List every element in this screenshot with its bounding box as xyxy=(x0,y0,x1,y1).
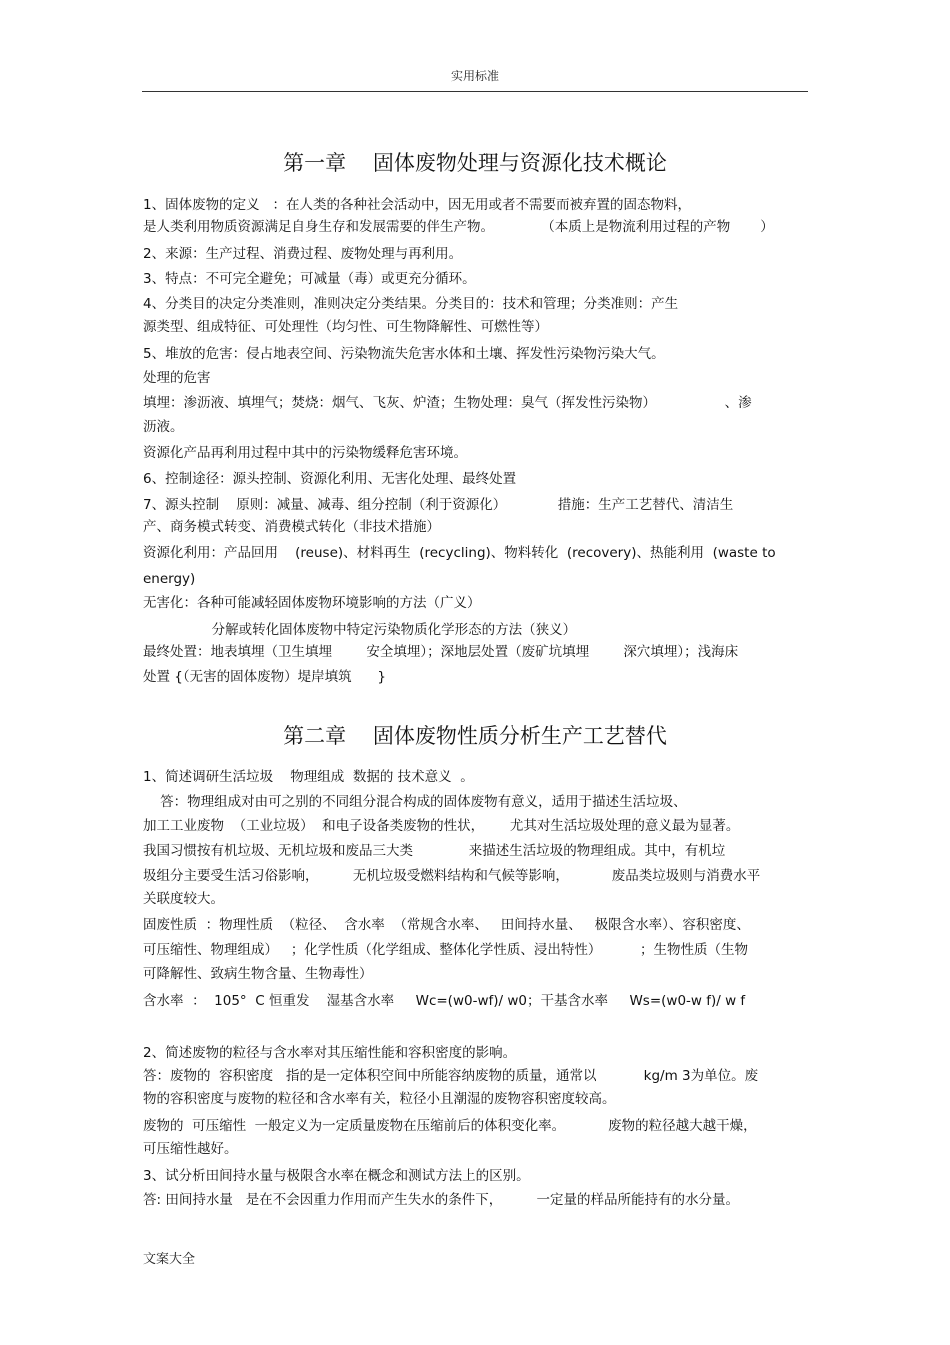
chapter-1-title: 第一章 固体废物处理与资源化技术概论 xyxy=(283,151,667,175)
paragraph-line: 资源化产品再利用过程中其中的污染物缓释危害环境。 xyxy=(143,445,467,461)
paragraph-line: 填埋：渗沥液、填埋气；焚烧：烟气、飞灰、炉渣；生物处理：臭气（挥发性污染物） 、渗 xyxy=(143,395,752,411)
paragraph-line: 我国习惯按有机垃圾、无机垃圾和废品三大类 来描述生活垃圾的物理组成。其中，有机垃 xyxy=(143,843,726,859)
paragraph-line: 1、简述调研生活垃圾 物理组成 数据的 技术意义 。 xyxy=(143,769,474,785)
chapter-2-title: 第二章 固体废物性质分析生产工艺替代 xyxy=(283,724,667,748)
paragraph-line: 处理的危害 xyxy=(143,370,211,386)
paragraph-line: 关联度较大。 xyxy=(143,891,224,907)
paragraph-line: 答：废物的 容积密度 指的是一定体积空间中所能容纳废物的质量，通常以 kg/m 3为单位。废 xyxy=(143,1068,759,1084)
page-header: 实用标准 xyxy=(450,69,499,83)
paragraph-line: 分解或转化固体废物中特定污染物质化学形态的方法（狭义） xyxy=(143,622,577,638)
paragraph-line: 可压缩性、物理组成） ；化学性质（化学组成、整体化学性质、浸出特性） ；生物性质（生物 xyxy=(143,942,748,958)
paragraph-line: 6、控制途径：源头控制、资源化利用、无害化处理、最终处置 xyxy=(143,471,517,487)
paragraph-line: 加工工业废物 （工业垃圾） 和电子设备类废物的性状， 尤其对生活垃圾处理的意义最为显著。 xyxy=(143,818,740,834)
paragraph-line: 处置 {（无害的固体废物）堤岸填筑 } xyxy=(143,669,386,685)
paragraph-line: 2、简述废物的粒径与含水率对其压缩性能和容积密度的影响。 xyxy=(143,1045,517,1061)
paragraph-line: 3、特点：不可完全避免；可减量（毒）或更充分循环。 xyxy=(143,271,476,287)
paragraph-line: 圾组分主要受生活习俗影响， 无机垃圾受燃料结构和气候等影响， 废品类垃圾则与消费水平 xyxy=(143,868,761,884)
paragraph-line: 资源化利用：产品回用 (reuse)、材料再生 (recycling)、物料转化 (recovery)、热能利用 (waste to xyxy=(143,545,776,561)
paragraph-line: 物的容积密度与废物的粒径和含水率有关，粒径小且潮湿的废物容积密度较高。 xyxy=(143,1091,616,1107)
paragraph-line: 源类型、组成特征、可处理性（均匀性、可生物降解性、可燃性等） xyxy=(143,319,548,335)
paragraph-line: 沥液。 xyxy=(143,419,184,435)
paragraph-line: 固废性质 ：物理性质 （粒径、 含水率 （常规含水率、 田间持水量、 极限含水率）、容积密度、 xyxy=(143,917,750,933)
paragraph-line: 最终处置：地表填埋（卫生填埋 安全填埋）；深地层处置（废矿坑填埋 深穴填埋）；浅海床 xyxy=(143,644,739,660)
paragraph-line: 产、商务模式转变、消费模式转化（非技术措施） xyxy=(143,519,440,535)
paragraph-line: 1、固体废物的定义 ：在人类的各种社会活动中，因无用或者不需要而被弃置的固态物料， xyxy=(143,197,691,213)
paragraph-line: 答：物理组成对由可之别的不同组分混合构成的固体废物有意义，适用于描述生活垃圾、 xyxy=(143,794,687,810)
paragraph-line: 2、来源：生产过程、消费过程、废物处理与再利用。 xyxy=(143,246,463,262)
paragraph-line: 废物的 可压缩性 一般定义为一定质量废物在压缩前后的体积变化率。 废物的粒径越大越干燥， xyxy=(143,1118,757,1134)
paragraph-line: 4、分类目的决定分类准则，准则决定分类结果。分类目的：技术和管理；分类准则：产生 xyxy=(143,296,679,312)
page-footer: 文案大全 xyxy=(143,1252,196,1267)
paragraph-line: 5、堆放的危害：侵占地表空间、污染物流失危害水体和土壤、挥发性污染物污染大气。 xyxy=(143,346,665,362)
paragraph-line: energy) xyxy=(143,571,196,587)
paragraph-line: 是人类利用物质资源满足自身生存和发展需要的伴生产物。 （本质上是物流利用过程的产物 ） xyxy=(143,219,774,235)
paragraph-line: 无害化：各种可能减轻固体废物环境影响的方法（广义） xyxy=(143,595,481,611)
paragraph-line: 7、源头控制 原则：减量、减毒、组分控制（利于资源化） 措施：生产工艺替代、清洁生 xyxy=(143,497,734,513)
paragraph-line: 3、试分析田间持水量与极限含水率在概念和测试方法上的区别。 xyxy=(143,1168,530,1184)
paragraph-line: 可压缩性越好。 xyxy=(143,1141,238,1157)
formula-line: 含水率 ： 105° C 恒重发 湿基含水率 Wc=(w0-wf)/ w0；干基含水率 Ws=(w0-w f)/ w f xyxy=(143,993,746,1009)
paragraph-line: 答: 田间持水量 是在不会因重力作用而产生失水的条件下， 一定量的样品所能持有的水分量。 xyxy=(143,1192,740,1208)
header-rule xyxy=(142,91,808,92)
paragraph-line: 可降解性、致病生物含量、生物毒性） xyxy=(143,966,373,982)
